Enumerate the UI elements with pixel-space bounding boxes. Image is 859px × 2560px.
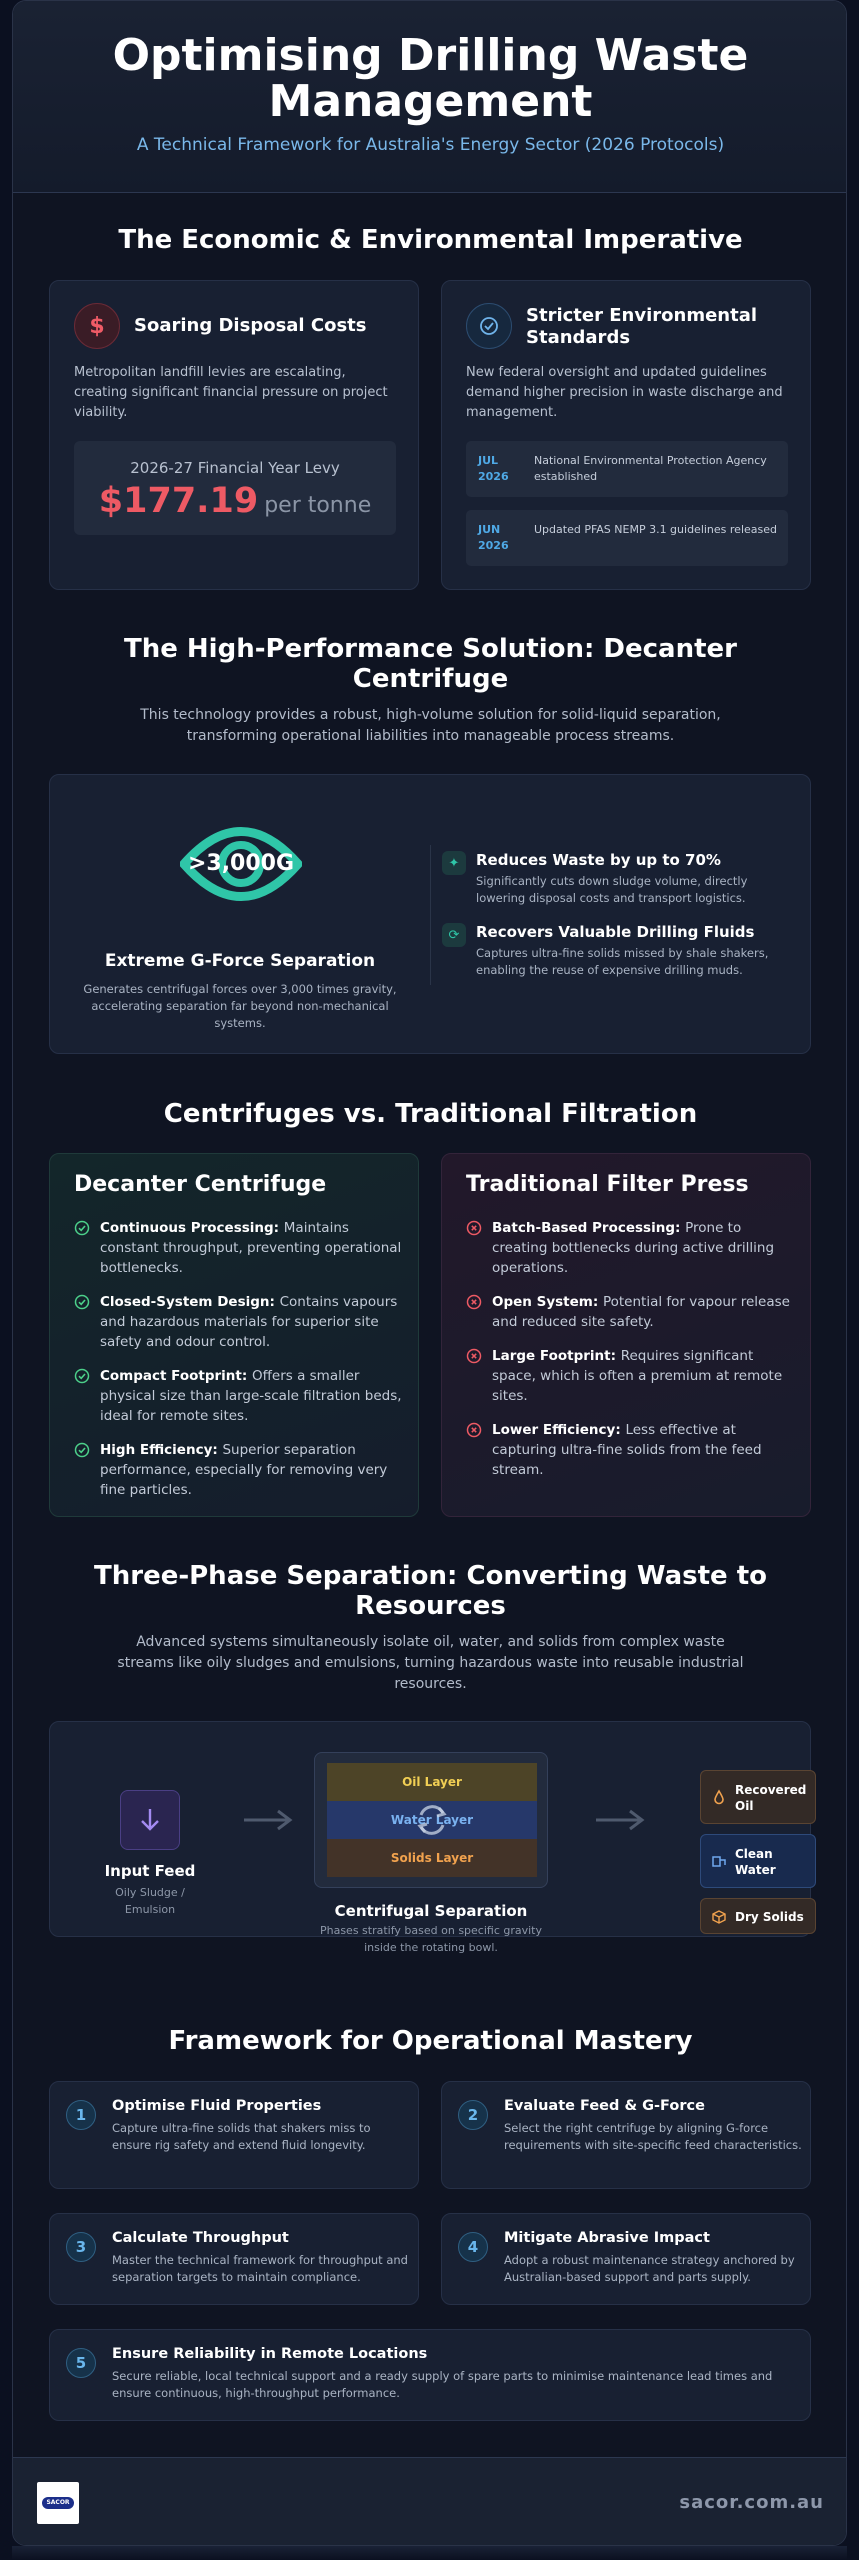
comparison-heading: Centrifuges vs. Traditional Filtration	[163, 1099, 698, 1129]
list-item: Batch-Based Processing: Prone to creating bottlenecks during active drilling operations.	[466, 1218, 796, 1278]
solution-heading: The High-Performance Solution: Decanter Centrifuge	[123, 634, 737, 694]
check-badge-icon	[466, 303, 512, 349]
timeline-text: National Environmental Protection Agency established	[534, 454, 767, 483]
feature-body: Captures ultra-fine solids missed by shale shakers, enabling the reuse of expensive drilling muds.	[476, 946, 769, 977]
step-body: Select the right centrifuge by aligning G-force requirements with site-specific feed characteristics.	[504, 2121, 802, 2152]
separation-sub: Phases stratify based on specific gravity inside the rotating bowl.	[319, 1924, 543, 1954]
feature-title: Reduces Waste by up to 70%	[476, 851, 721, 869]
arrow-right-icon	[594, 1808, 646, 1832]
step-body: Adopt a robust maintenance strategy anchored by Australian-based support and parts supply.	[504, 2253, 795, 2284]
framework-step-1	[49, 2081, 419, 2189]
levy-label: 2026-27 Financial Year Levy	[130, 459, 340, 477]
gforce-title: Extreme G-Force Separation	[104, 951, 376, 971]
three-phase-diagram	[49, 1721, 811, 1954]
step-number: 1	[66, 2100, 96, 2130]
list-item: Large Footprint: Requires significant space, which is often a premium at remote sites.	[466, 1346, 796, 1406]
oil-layer: Oil Layer	[327, 1763, 537, 1801]
dollar-icon: $	[74, 303, 120, 349]
check-circle-icon	[74, 1220, 90, 1236]
page-subtitle: A Technical Framework for Australia's Energy Sector (2026 Protocols)	[136, 135, 725, 155]
list-item: High Efficiency: Superior separation performance, especially for removing very fine particles.	[74, 1440, 404, 1500]
step-number: 2	[458, 2100, 488, 2130]
feature-title: Recovers Valuable Drilling Fluids	[476, 923, 755, 941]
step-title: Evaluate Feed & G-Force	[504, 2098, 705, 2114]
x-circle-icon	[466, 1348, 482, 1364]
disposal-costs-title: Soaring Disposal Costs	[134, 315, 367, 336]
timeline-date: JUN 2026	[478, 523, 509, 552]
step-title: Mitigate Abrasive Impact	[504, 2230, 710, 2246]
environmental-standards-title: Stricter Environmental Standards	[526, 305, 758, 348]
output-label: Recovered Oil	[735, 1783, 807, 1813]
environmental-standards-card	[441, 280, 811, 590]
step-title: Optimise Fluid Properties	[112, 2098, 322, 2114]
disposal-costs-body: Metropolitan landfill levies are escalating, creating significant financial pressure on project viability.	[74, 365, 388, 420]
separation-title: Centrifugal Separation	[334, 1902, 528, 1920]
solution-lead: This technology provides a robust, high-volume solution for solid-liquid separation, transforming operational liabilities into manageable process streams.	[140, 707, 721, 744]
feature-body: Significantly cuts down sludge volume, directly lowering disposal costs and transport logistics.	[476, 874, 748, 905]
framework-step-5	[49, 2329, 811, 2421]
x-circle-icon	[466, 1220, 482, 1236]
rotate-icon	[413, 1801, 451, 1839]
frame-shadow	[12, 2546, 847, 2560]
framework-step-2	[441, 2081, 811, 2189]
timeline-item	[466, 441, 788, 497]
framework-step-4	[441, 2213, 811, 2305]
page-title: Optimising Drilling Waste Management	[112, 30, 749, 127]
output-clean-water	[700, 1834, 816, 1888]
step-body: Master the technical framework for throughput and separation targets to maintain compliance.	[112, 2253, 408, 2284]
filter-press-drawback-list	[466, 1218, 796, 1494]
box-icon	[711, 1909, 727, 1925]
three-phase-heading: Three-Phase Separation: Converting Waste to Resources	[94, 1561, 767, 1621]
hero-header	[13, 1, 847, 193]
solids-layer: Solids Layer	[327, 1839, 537, 1877]
check-circle-icon	[74, 1368, 90, 1384]
step-title: Calculate Throughput	[112, 2230, 289, 2246]
imperative-heading: The Economic & Environmental Imperative	[118, 225, 743, 255]
x-circle-icon	[466, 1294, 482, 1310]
filter-press-card-title: Traditional Filter Press	[466, 1172, 749, 1197]
arrow-right-icon	[242, 1808, 294, 1832]
list-item: Open System: Potential for vapour release and reduced site safety.	[466, 1292, 796, 1332]
tap-icon	[711, 1853, 727, 1869]
x-circle-icon	[466, 1422, 482, 1438]
output-recovered-oil	[700, 1770, 816, 1824]
sparkle-icon: ✦	[442, 851, 466, 875]
levy-unit: per tonne	[264, 493, 372, 518]
footer	[13, 2457, 847, 2546]
recycle-icon: ⟳	[442, 923, 466, 947]
list-item: Compact Footprint: Offers a smaller physical size than large-scale filtration beds, ideal for remote sites.	[74, 1366, 404, 1426]
levy-box	[74, 441, 396, 535]
timeline-item	[466, 510, 788, 566]
three-phase-lead: Advanced systems simultaneously isolate oil, water, and solids from complex waste streams like oily sludges and emulsions, turning hazardous waste into reusable industrial resources.	[117, 1634, 744, 1692]
water-layer: Water Layer	[327, 1801, 537, 1839]
output-label: Clean Water	[735, 1847, 776, 1877]
timeline-date: JUL 2026	[478, 454, 509, 483]
centrifuge-card-title: Decanter Centrifuge	[74, 1172, 327, 1197]
disposal-costs-card	[49, 280, 419, 590]
centrifuge-solution-card	[49, 774, 811, 1054]
filter-press-card	[441, 1153, 811, 1517]
check-circle-icon	[74, 1442, 90, 1458]
step-title: Ensure Reliability in Remote Locations	[112, 2346, 428, 2362]
centrifuge-benefits-card	[49, 1153, 419, 1517]
list-item: Closed-System Design: Contains vapours and hazardous materials for superior site safety and odour control.	[74, 1292, 404, 1352]
framework-heading: Framework for Operational Mastery	[168, 2026, 693, 2056]
droplet-icon	[711, 1789, 727, 1805]
step-number: 4	[458, 2232, 488, 2262]
check-circle-icon	[74, 1294, 90, 1310]
divider	[430, 845, 431, 985]
input-feed-sub: Oily Sludge / Emulsion	[115, 1886, 185, 1916]
input-feed-title: Input Feed	[104, 1862, 196, 1880]
step-body: Capture ultra-fine solids that shakers miss to ensure rig safety and extend fluid longevity.	[112, 2121, 371, 2152]
list-item: Lower Efficiency: Less effective at capturing ultra-fine solids from the feed stream.	[466, 1420, 796, 1480]
centrifuge-benefit-list	[74, 1218, 404, 1514]
timeline-text: Updated PFAS NEMP 3.1 guidelines released	[534, 523, 777, 536]
separation-bowl	[314, 1752, 548, 1888]
levy-value: $177.19 per tonne	[98, 481, 372, 521]
output-label: Dry Solids	[735, 1910, 804, 1924]
arrow-down-icon	[120, 1790, 180, 1850]
infographic-frame	[12, 0, 847, 2546]
list-item: Continuous Processing: Maintains constant throughput, preventing operational bottlenecks.	[74, 1218, 404, 1278]
step-body: Secure reliable, local technical support and a ready supply of spare parts to minimise maintenance lead times and ensure continuous, high-throughput performance.	[112, 2369, 773, 2400]
gforce-body: Generates centrifugal forces over 3,000 times gravity, accelerating separation far beyond non-mechanical systems.	[83, 982, 397, 1030]
output-dry-solids	[700, 1898, 816, 1934]
sacor-logo[interactable]: SACOR	[37, 2482, 79, 2524]
gauge-value: >3,000G	[187, 851, 295, 876]
framework-step-3	[49, 2213, 419, 2305]
environmental-standards-body: New federal oversight and updated guidelines demand higher precision in waste discharge and management.	[466, 365, 783, 420]
step-number: 5	[66, 2348, 96, 2378]
site-link[interactable]: sacor.com.au	[679, 2492, 824, 2513]
step-number: 3	[66, 2232, 96, 2262]
